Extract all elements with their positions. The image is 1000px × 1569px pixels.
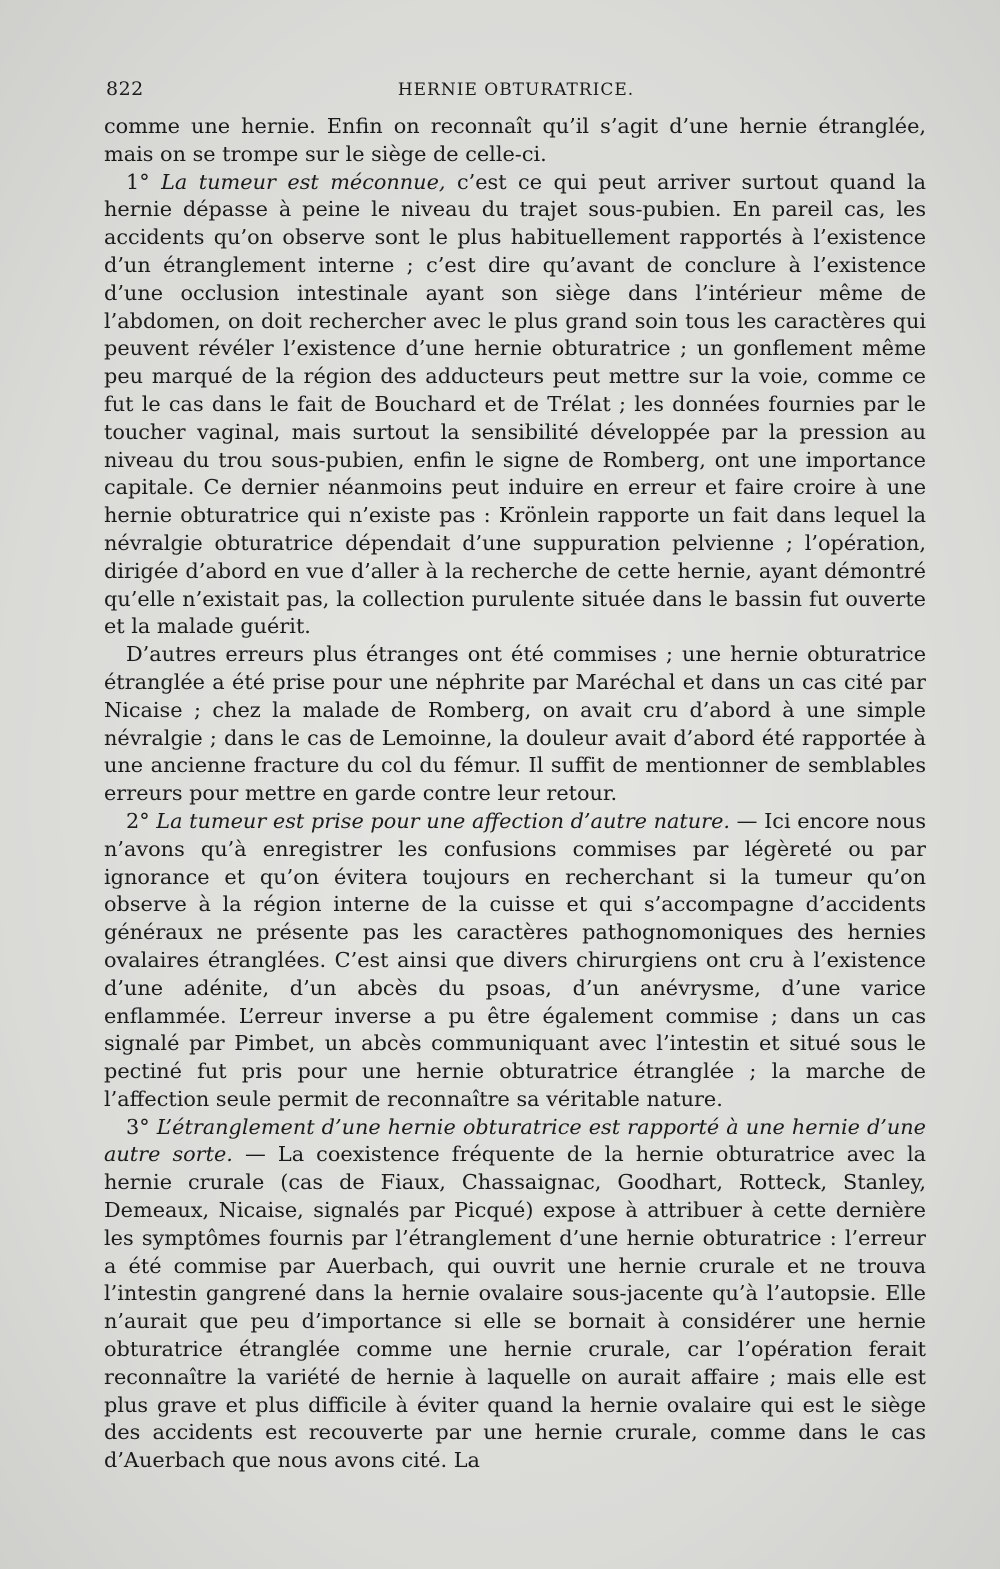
paragraph-text: — La coexistence fréquente de la hernie obturatrice avec la hernie crurale (cas de Fiaux, Chassaignac, Goodhart, Rotteck, Stanley, Demeaux, Nicaise, signalés par Picqué) expose à attribuer à cette dernière les symptômes fournis par l’étranglement d’une hernie obturatrice : l’erreur a été commise par Auerbach, qui ouvrit une hernie crurale et ne trouva l’intestin gangrené dans la hernie ovalaire sous-jacente qu’à l’autopsie. Elle n’aurait que peu d’importance si elle se bornait à considérer une hernie obturatrice étranglée comme une hernie crurale, car l’opération ferait reconnaître la variété de hernie à laquelle on aurait affaire ; mais elle est plus grave et plus difficile à éviter quand la hernie ovalaire qui est le siège des accidents est recouverte par une hernie crurale, comme dans le cas d’Auerbach que nous avons cité. La [104,1142,926,1473]
section-number: 3° [126,1114,150,1139]
paragraph-text: — Ici encore nous n’avons qu’à enregistrer les confusions commises par légèreté ou par ignorance et qu’on évitera toujours en recherchant si la tumeur qu’on observe à la région interne de la cuisse et qui s’accompagne d’accidents généraux ne présente pas les caractères pathognomoniques des hernies ovalaires étranglées. C’est ainsi que divers chirurgiens ont cru à l’existence d’une adénite, d’un abcès du psoas, d’un anévrysme, d’une varice enflammée. L’erreur inverse a pu être également commise ; dans un cas signalé par Pimbet, un abcès communiquant avec l’intestin et situé sous le pectiné fut pris pour une hernie obturatrice étranglée ; la marche de l’affection seule permit de reconnaître sa véritable nature. [104,808,926,1111]
paragraph-other-errors [104,641,926,808]
section-number: 1° [126,169,150,194]
page-header-title: HERNIE OBTURATRICE. [397,80,635,100]
section-heading: La tumeur est méconnue, [161,169,446,194]
section-number: 2° [126,808,150,833]
section-heading: La tumeur est prise pour une affection d’autre nature. [156,808,730,833]
paragraph-section-3 [104,1114,926,1475]
body-text [104,113,926,1475]
paragraph-section-1 [104,169,926,642]
paragraph-section-2 [104,808,926,1114]
paragraph-text: comme une hernie. Enfin on reconnaît qu’il s’agit d’une hernie étranglée, mais on se trompe sur le siège de celle-ci. [104,114,926,166]
paragraph-text: D’autres erreurs plus étranges ont été commises ; une hernie obturatrice étranglée a été prise pour une néphrite par Maréchal et dans un cas cité par Nicaise ; chez la malade de Romberg, on avait cru d’abord à une simple névralgie ; dans le cas de Lemoinne, la douleur avait d’abord été rapportée à une ancienne fracture du col du fémur. Il suffit de mentionner de semblables erreurs pour mettre en garde contre leur retour. [104,642,926,806]
paragraph-continuation [104,113,926,169]
page-number: 822 [106,78,144,100]
section-heading: L’étranglement d’une hernie obturatrice est rapporté à une hernie d’une autre sorte. [104,1114,926,1167]
running-head [106,78,926,106]
paragraph-text: c’est ce qui peut arriver surtout quand la hernie dépasse à peine le niveau du trajet sous-pubien. En pareil cas, les accidents qu’on observe sont le plus habituellement rapportés à l’existence d’un étranglement interne ; c’est dire qu’avant de conclure à l’existence d’une occlusion intestinale ayant son siège dans l’intérieur même de l’abdomen, on doit rechercher avec le plus grand soin tous les caractères qui peuvent révéler l’existence d’une hernie obturatrice ; un gonflement même peu marqué de la région des adducteurs peut mettre sur la voie, comme ce fut le cas dans le fait de Bouchard et de Trélat ; les données fournies par le toucher vaginal, mais surtout la sensibilité développée par la pression au niveau du trou sous-pubien, enfin le signe de Romberg, ont une importance capitale. Ce dernier néanmoins peut induire en erreur et faire croire à une hernie obturatrice qui n’existe pas : Krönlein rapporte un fait dans lequel la névralgie obturatrice dépendait d’une suppuration pelvienne ; l’opération, dirigée d’abord en vue d’aller à la recherche de cette hernie, ayant démontré qu’elle n’existait pas, la collection purulente située dans le bassin fut ouverte et la malade guérit. [104,169,926,639]
